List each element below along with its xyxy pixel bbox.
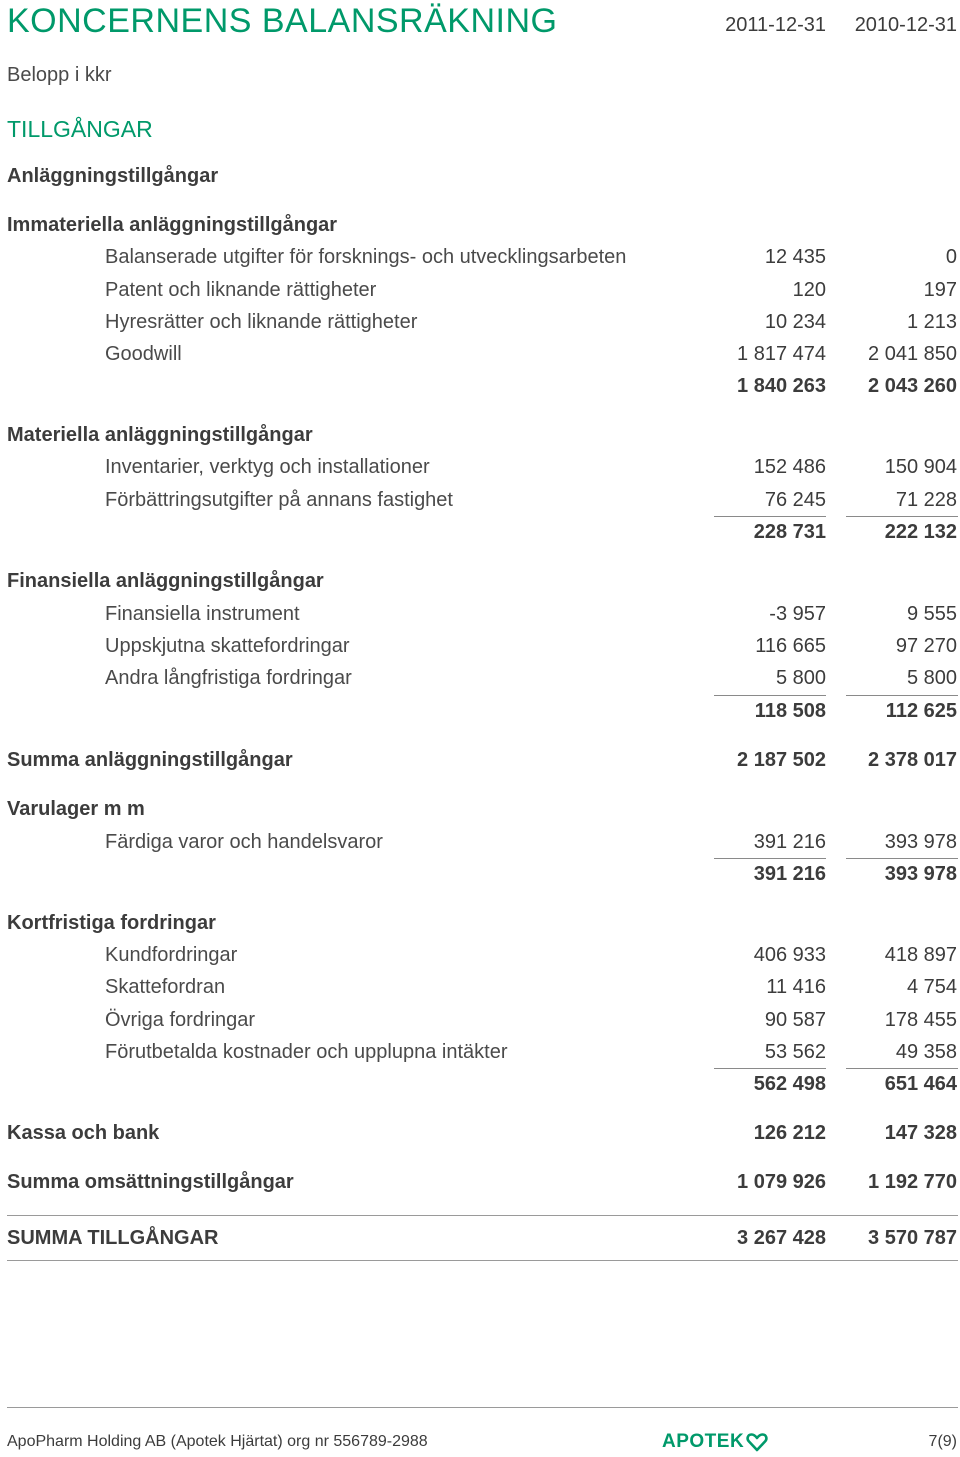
footer-divider [7, 1407, 958, 1408]
page-number: 7(9) [928, 1433, 957, 1450]
total-row [0, 696, 960, 726]
table-row [0, 1037, 960, 1067]
row-label: Summa anläggningstillgångar [7, 749, 293, 771]
row-label: Övriga fordringar [105, 1009, 256, 1031]
row-label: Immateriella anläggningstillgångar [7, 214, 338, 236]
row-label: Inventarier, verktyg och installationer [105, 456, 430, 478]
row-label: Kundfordringar [105, 944, 238, 966]
apotek-logo [662, 1430, 768, 1454]
value-2010: 1 213 [906, 311, 957, 333]
row-label: Finansiella instrument [105, 603, 300, 625]
table-row [0, 242, 960, 272]
heart-icon [746, 1432, 768, 1452]
section-heading [0, 566, 960, 596]
table-row [0, 1005, 960, 1035]
row-label: Summa omsättningstillgångar [7, 1171, 294, 1193]
table-row [0, 972, 960, 1002]
value-2011: 126 212 [753, 1122, 826, 1144]
row-label: Förbättringsutgifter på annans fastighet [105, 489, 453, 511]
value-2010: 4 754 [906, 976, 957, 998]
value-2011: 562 498 [753, 1073, 826, 1095]
total-row [0, 1167, 960, 1197]
row-label: Uppskjutna skattefordringar [105, 635, 350, 657]
footer-company: ApoPharm Holding AB (Apotek Hjärtat) org nr 556789-2988 [7, 1433, 428, 1450]
row-label: Balanserade utgifter för forsknings- och utvecklingsarbeten [105, 246, 627, 268]
value-2011: 10 234 [764, 311, 826, 333]
row-label: Finansiella anläggningstillgångar [7, 570, 324, 592]
value-2010: 2 043 260 [868, 375, 957, 397]
value-2010: 178 455 [884, 1009, 957, 1031]
row-label: SUMMA TILLGÅNGAR [7, 1227, 219, 1249]
value-2010: 49 358 [895, 1041, 957, 1063]
value-2010: 393 978 [884, 831, 957, 853]
row-label: Färdiga varor och handelsvaror [105, 831, 383, 853]
value-2011: 391 216 [753, 863, 826, 885]
value-2010: 222 132 [884, 521, 957, 543]
total-row [0, 859, 960, 889]
value-2010: 2 378 017 [868, 749, 957, 771]
value-2010: 3 570 787 [868, 1227, 957, 1249]
value-2010: 150 904 [884, 456, 957, 478]
table-row [0, 827, 960, 857]
row-label: Förutbetalda kostnader och upplupna intäkter [105, 1041, 508, 1063]
value-2011: 76 245 [764, 489, 826, 511]
row-label: Varulager m m [7, 798, 145, 820]
row-label: Goodwill [105, 343, 182, 365]
column-header-2010: 2010-12-31 [854, 14, 957, 36]
value-2011: 152 486 [753, 456, 826, 478]
total-row [0, 1069, 960, 1099]
row-label: Hyresrätter och liknande rättigheter [105, 311, 418, 333]
section-heading [0, 210, 960, 240]
total-row [0, 1118, 960, 1148]
value-2011: 1 840 263 [737, 375, 826, 397]
value-2010: 393 978 [884, 863, 957, 885]
divider-bottom-grand-total [7, 1260, 958, 1261]
value-2010: 9 555 [906, 603, 957, 625]
value-2010: 0 [945, 246, 957, 268]
value-2011: 12 435 [764, 246, 826, 268]
value-2011: 116 665 [755, 635, 826, 657]
row-label: Skattefordran [105, 976, 226, 998]
section-heading [0, 908, 960, 938]
row-label: Patent och liknande rättigheter [105, 279, 377, 301]
value-2010: 197 [923, 279, 957, 301]
value-2011: -3 957 [769, 603, 826, 625]
value-2011: 406 933 [753, 944, 826, 966]
section-heading-assets: TILLGÅNGAR [7, 116, 153, 142]
row-label: Kortfristiga fordringar [7, 912, 216, 934]
table-row [0, 631, 960, 661]
row-label: Kassa och bank [7, 1122, 160, 1144]
row-label: Anläggningstillgångar [7, 165, 219, 187]
value-2011: 2 187 502 [737, 749, 826, 771]
value-2011: 3 267 428 [737, 1227, 826, 1249]
value-2010: 651 464 [884, 1073, 957, 1095]
column-header-2011: 2011-12-31 [725, 14, 826, 36]
page-title: KONCERNENS BALANSRÄKNING [7, 2, 558, 40]
value-2011: 1 817 474 [737, 343, 826, 365]
table-row [0, 275, 960, 305]
value-2011: 228 731 [753, 521, 826, 543]
value-2011: 11 416 [766, 976, 826, 998]
value-2011: 391 216 [753, 831, 826, 853]
table-row [0, 663, 960, 693]
total-row [0, 371, 960, 401]
value-2011: 118 508 [754, 700, 826, 722]
section-heading [0, 794, 960, 824]
value-2011: 90 587 [764, 1009, 826, 1031]
table-row [0, 599, 960, 629]
value-2010: 97 270 [895, 635, 957, 657]
value-2011: 53 562 [764, 1041, 826, 1063]
unit-label: Belopp i kkr [7, 64, 112, 86]
value-2010: 147 328 [884, 1122, 957, 1144]
value-2011: 120 [792, 279, 826, 301]
table-row [0, 307, 960, 337]
section-heading [0, 420, 960, 450]
value-2010: 5 800 [906, 667, 957, 689]
value-2010: 112 625 [885, 700, 957, 722]
value-2010: 2 041 850 [868, 343, 957, 365]
divider-top-grand-total [7, 1215, 958, 1216]
table-row [0, 339, 960, 369]
table-row [0, 940, 960, 970]
value-2010: 71 228 [895, 489, 957, 511]
value-2011: 5 800 [775, 667, 826, 689]
section-heading [0, 161, 960, 191]
logo-text: APOTEK [662, 1431, 745, 1452]
table-row [0, 485, 960, 515]
value-2011: 1 079 926 [737, 1171, 826, 1193]
row-label: Andra långfristiga fordringar [105, 667, 352, 689]
total-row [0, 745, 960, 775]
value-2010: 418 897 [884, 944, 957, 966]
table-row [0, 452, 960, 482]
value-2010: 1 192 770 [868, 1171, 957, 1193]
total-row [0, 1223, 960, 1253]
total-row [0, 517, 960, 547]
row-label: Materiella anläggningstillgångar [7, 424, 313, 446]
